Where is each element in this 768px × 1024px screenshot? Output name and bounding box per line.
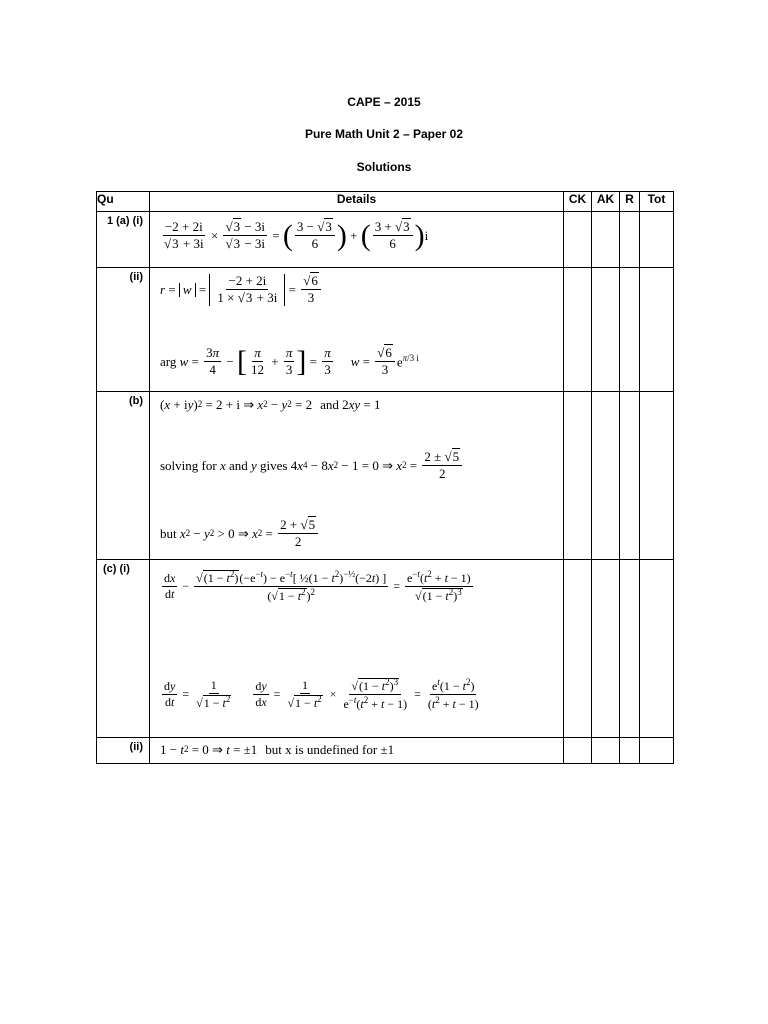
details-cell — [150, 392, 564, 560]
r-cell — [620, 268, 640, 392]
column-header-tot: Tot — [640, 192, 674, 212]
tot-cell — [640, 738, 674, 764]
math-line: r = w = $\frac{-2 + 2i}{1 \times √3 + 3i}$ = $\frac{√6}{3}$ — [160, 274, 323, 306]
ck-cell — [564, 392, 592, 560]
column-header-r: R — [620, 192, 640, 212]
table-row — [97, 268, 674, 392]
r-cell — [620, 392, 640, 560]
ak-cell — [592, 268, 620, 392]
math-text: solving for — [160, 457, 217, 473]
question-label: (c) (i) — [97, 560, 150, 738]
column-header-ck: CK — [564, 192, 592, 212]
math-line: solving for x and y gives 4 x 4 − 8 x 2 − 1 = 0 ⇒ x 2 = $\frac{2 \pm √5}{2}$ — [160, 450, 464, 482]
column-header-details: Details — [150, 192, 564, 212]
ak-cell — [592, 738, 620, 764]
column-header-qu: Qu — [97, 192, 150, 212]
table-row — [97, 212, 674, 268]
solutions-heading: Solutions — [356, 160, 412, 174]
ak-cell — [592, 212, 620, 268]
table-row — [97, 560, 674, 738]
table-row — [97, 738, 674, 764]
ck-cell — [564, 268, 592, 392]
ck-cell — [564, 738, 592, 764]
details-cell — [150, 560, 564, 738]
math-line: $\frac{-2 + 2i}{√3 + 3i}$ × $\frac{√3 - 3i}{√3 - 3i}$ = ( $\frac{3 - √3}{6}$ ) + ( $\frac{3 + √3}{6}$ ) i — [164, 218, 429, 252]
math-line: 1 − t 2 = 0 ⇒ t = ±1 but x is undefined for ±1 — [160, 742, 395, 757]
math-line: $\frac{dx}{dt}$ − $\frac{√(1 - t^2)(-e^{-t}) - e^{-t}[ \frac{1}{2}(1 - t^2)^{-\frac{1}{2}}(-2t) ]}{(√1 - t^2)^2}$ = $\frac{e^{-t}(t^2 + t - 1)}{√(1 - t^2)^3}$ — [164, 569, 471, 604]
math-text: but x is undefined for ±1 — [265, 742, 395, 757]
column-header-ak: AK — [592, 192, 620, 212]
math-line: arg w = $\frac{3\pi}{4}$ − [ $\frac{\pi}{12}$ + $\frac{\pi}{3}$ ] = $\frac{\pi}{3}$ w = $\frac{√6}{3}$ $e^{\pi/3 i}$ — [160, 344, 419, 378]
document-title: CAPE – 2015 — [347, 95, 421, 109]
ak-cell — [592, 560, 620, 738]
paper-subtitle: Pure Math Unit 2 – Paper 02 — [304, 127, 464, 141]
r-cell — [620, 738, 640, 764]
tot-cell — [640, 560, 674, 738]
math-text: but — [160, 525, 177, 541]
details-cell — [150, 212, 564, 268]
question-label: (b) — [97, 392, 150, 560]
tot-cell — [640, 268, 674, 392]
question-label: (ii) — [97, 738, 150, 764]
table-row — [97, 392, 674, 560]
r-cell — [620, 212, 640, 268]
solutions-table — [96, 191, 674, 764]
details-cell — [150, 738, 564, 764]
math-line: $\frac{dy}{dt}$ = $\frac{1}{√1 - t^2}$ $\frac{dy}{dx}$ = $\frac{1}{√1 - t^2}$ × $\frac{√(1 - t^2)^3}{e^{-t}(t^2 + t - 1)}$ = $\frac{e^t(1 - t^2)}{(t^2 + t - 1)}$ — [164, 677, 479, 712]
math-line: but x 2 − y 2 > 0 ⇒ x 2 = $\frac{2 + √5}{2}$ — [160, 518, 320, 550]
r-cell — [620, 560, 640, 738]
math-line: ( x + i y ) 2 = 2 + i ⇒ x 2 − y 2 = 2 and 2 xy = 1 — [160, 397, 381, 412]
tot-cell — [640, 212, 674, 268]
details-cell — [150, 268, 564, 392]
math-text: and — [320, 397, 339, 412]
question-label: 1 (a) (i) — [97, 212, 150, 268]
table-header-row — [97, 192, 674, 212]
math-text: gives — [260, 457, 288, 473]
ck-cell — [564, 560, 592, 738]
ck-cell — [564, 212, 592, 268]
question-label: (ii) — [97, 268, 150, 392]
tot-cell — [640, 392, 674, 560]
math-text: and — [228, 457, 248, 473]
ak-cell — [592, 392, 620, 560]
